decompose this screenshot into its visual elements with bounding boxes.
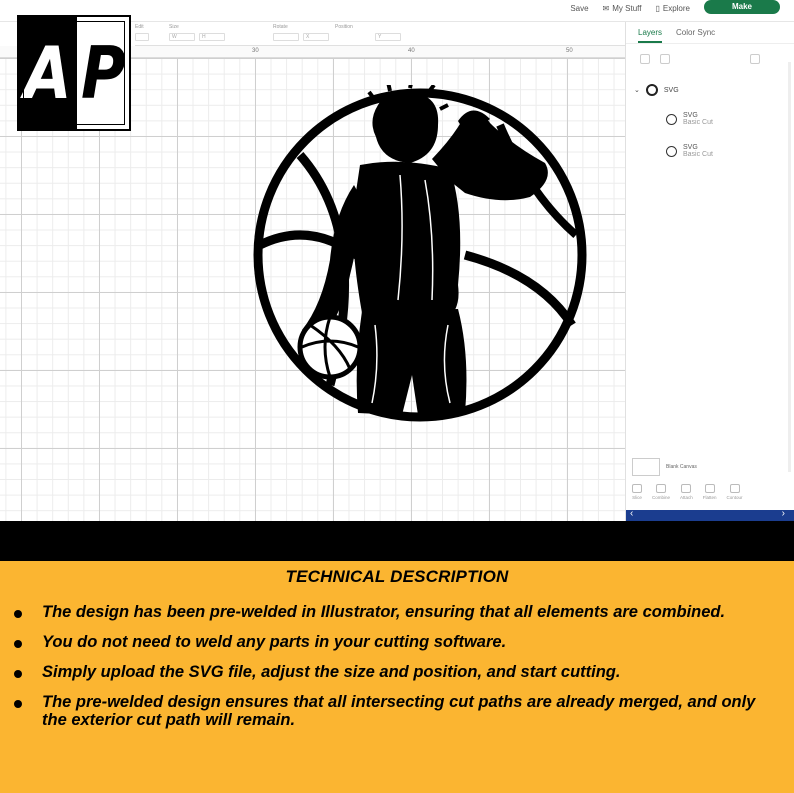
height-field[interactable]: H bbox=[199, 33, 225, 41]
combine-button[interactable]: Combine bbox=[652, 484, 670, 500]
group-icon[interactable] bbox=[640, 54, 650, 64]
ruler-tick: 40 bbox=[408, 48, 415, 54]
description-title: TECHNICAL DESCRIPTION bbox=[285, 567, 509, 586]
my-stuff-button[interactable]: ✉ My Stuff bbox=[602, 3, 642, 13]
flatten-button[interactable]: Flatten bbox=[703, 484, 717, 500]
position-x-field[interactable]: X bbox=[303, 33, 329, 41]
list-item: The design has been pre-welded in Illustrator, ensuring that all elements are combined. bbox=[14, 603, 784, 621]
explore-button[interactable]: ▯ Explore bbox=[655, 3, 690, 13]
flatten-icon bbox=[705, 484, 715, 493]
basketball-player-artwork[interactable] bbox=[250, 85, 590, 425]
duplicate-icon[interactable] bbox=[660, 54, 670, 64]
bottom-tools bbox=[632, 484, 743, 500]
black-band bbox=[0, 521, 794, 561]
layer-thumbnail bbox=[666, 146, 677, 157]
save-button[interactable]: Save bbox=[570, 3, 589, 13]
layers-panel bbox=[625, 22, 794, 521]
panel-toolbar bbox=[626, 44, 794, 78]
align-icon[interactable] bbox=[135, 33, 149, 41]
layer-thumbnail bbox=[646, 84, 658, 96]
layer-item[interactable]: SVG Basic Cut bbox=[666, 112, 713, 126]
ruler-tick: 30 bbox=[252, 48, 259, 54]
delete-icon[interactable] bbox=[750, 54, 760, 64]
size-group: Size W H bbox=[169, 24, 225, 41]
description-bullets bbox=[14, 603, 784, 741]
contour-icon bbox=[730, 484, 740, 493]
combine-icon bbox=[656, 484, 666, 493]
layer-group-svg[interactable]: ⌄ SVG bbox=[634, 84, 679, 96]
tab-layers[interactable]: Layers bbox=[638, 28, 662, 43]
make-button[interactable]: Make bbox=[704, 0, 780, 14]
blank-canvas-row[interactable]: Blank Canvas bbox=[632, 458, 697, 476]
properties-toolbar bbox=[135, 22, 625, 46]
panel-scrollbar[interactable] bbox=[788, 62, 791, 472]
list-item: The pre-welded design ensures that all intersecting cut paths are already merged, and only the exterior cut path will remain. bbox=[14, 693, 784, 729]
position-y-field[interactable]: Y bbox=[375, 33, 401, 41]
top-actions bbox=[570, 0, 780, 16]
explore-icon: ▯ bbox=[655, 3, 660, 13]
list-item: Simply upload the SVG file, adjust the size and position, and start cutting. bbox=[14, 663, 784, 681]
logo-p-block bbox=[77, 17, 129, 129]
logo-a-block bbox=[19, 17, 77, 129]
width-field[interactable]: W bbox=[169, 33, 195, 41]
rotate-field[interactable] bbox=[273, 33, 299, 41]
bullet-icon bbox=[14, 700, 22, 708]
attach-button[interactable]: Attach bbox=[680, 484, 693, 500]
contour-button[interactable]: Contour bbox=[727, 484, 743, 500]
slice-icon bbox=[632, 484, 642, 493]
canvas-swatch bbox=[632, 458, 660, 476]
chevron-right-icon[interactable]: › bbox=[781, 508, 785, 519]
chevron-down-icon[interactable]: ⌄ bbox=[634, 87, 640, 94]
logo-letter-p: P bbox=[80, 31, 126, 115]
attach-icon bbox=[681, 484, 691, 493]
bullet-icon bbox=[14, 640, 22, 648]
tab-color-sync[interactable]: Color Sync bbox=[676, 28, 716, 37]
layer-thumbnail bbox=[666, 114, 677, 125]
chevron-left-icon[interactable]: ‹ bbox=[630, 508, 634, 519]
panel-tabs bbox=[626, 22, 794, 44]
ruler-tick: 50 bbox=[566, 48, 573, 54]
slice-button[interactable]: Slice bbox=[632, 484, 642, 500]
bullet-icon bbox=[14, 670, 22, 678]
technical-description bbox=[0, 561, 794, 793]
edit-group: Edit bbox=[135, 24, 149, 41]
list-item: You do not need to weld any parts in your cutting software. bbox=[14, 633, 784, 651]
mail-icon: ✉ bbox=[602, 3, 610, 13]
ap-logo bbox=[17, 15, 131, 131]
bullet-icon bbox=[14, 610, 22, 618]
position-group: Position Y bbox=[335, 24, 401, 41]
logo-letter-a: A bbox=[24, 31, 72, 115]
layer-item[interactable]: SVG Basic Cut bbox=[666, 144, 713, 158]
rotate-group: Rotate X bbox=[273, 24, 329, 41]
panel-edge-strip bbox=[626, 510, 794, 521]
